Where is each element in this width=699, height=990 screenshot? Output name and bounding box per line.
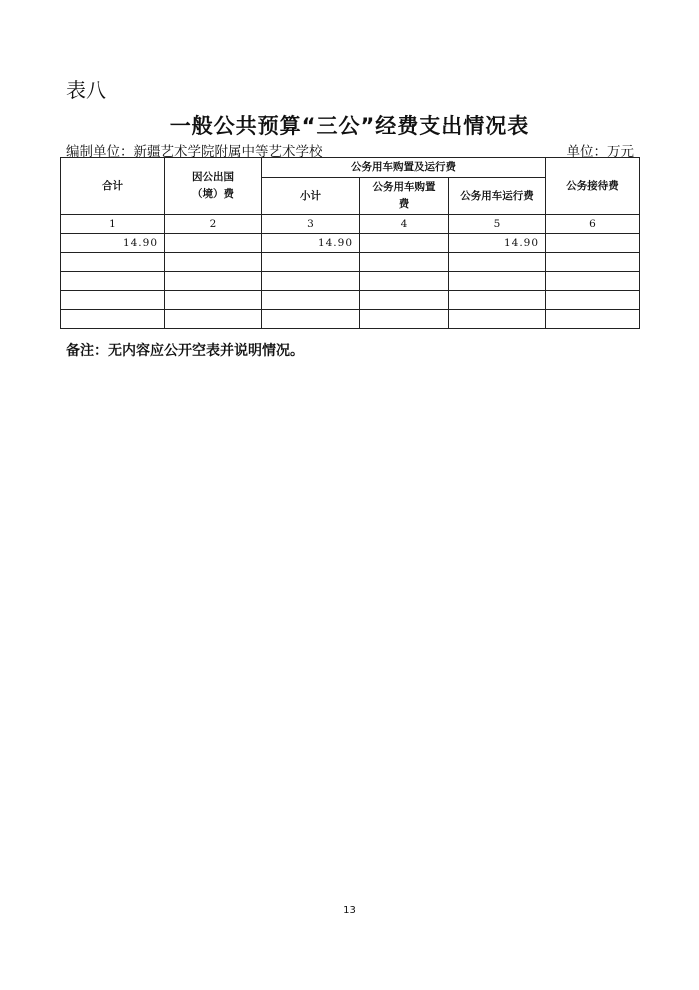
document-title: 一般公共预算“三公”经费支出情况表 bbox=[169, 114, 530, 138]
cell-total bbox=[61, 272, 165, 291]
cell-vehicle-purchase bbox=[360, 291, 449, 310]
cell-total: 14.90 bbox=[61, 234, 165, 253]
cell-subtotal: 14.90 bbox=[262, 234, 360, 253]
cell-total bbox=[61, 253, 165, 272]
cell-vehicle-operation: 14.90 bbox=[449, 234, 546, 253]
cell-reception bbox=[546, 310, 640, 329]
index-cell: 2 bbox=[165, 215, 262, 234]
index-cell: 6 bbox=[546, 215, 640, 234]
header-reception: 公务接待费 bbox=[546, 158, 640, 215]
cell-vehicle-purchase bbox=[360, 234, 449, 253]
index-cell: 3 bbox=[262, 215, 360, 234]
table-label: 表八 bbox=[66, 78, 106, 102]
header-vehicle-group: 公务用车购置及运行费 bbox=[262, 158, 546, 178]
table-row bbox=[61, 310, 640, 329]
cell-subtotal bbox=[262, 291, 360, 310]
cell-vehicle-operation bbox=[449, 272, 546, 291]
cell-overseas bbox=[165, 310, 262, 329]
org-label: 编制单位：新疆艺术学院附属中等艺术学校 bbox=[66, 144, 323, 160]
cell-reception bbox=[546, 272, 640, 291]
header-vehicle-purchase: 公务用车购置费 bbox=[360, 178, 449, 215]
cell-reception bbox=[546, 291, 640, 310]
table-row bbox=[61, 253, 640, 272]
cell-subtotal bbox=[262, 253, 360, 272]
cell-vehicle-purchase bbox=[360, 253, 449, 272]
cell-vehicle-purchase bbox=[360, 310, 449, 329]
cell-total bbox=[61, 310, 165, 329]
cell-reception bbox=[546, 253, 640, 272]
cell-overseas bbox=[165, 253, 262, 272]
header-total: 合计 bbox=[61, 158, 165, 215]
cell-overseas bbox=[165, 272, 262, 291]
cell-vehicle-operation bbox=[449, 291, 546, 310]
footnote: 备注：无内容应公开空表并说明情况。 bbox=[66, 343, 304, 359]
cell-total bbox=[61, 291, 165, 310]
table-row bbox=[61, 272, 640, 291]
header-vehicle-operation: 公务用车运行费 bbox=[449, 178, 546, 215]
header-subtotal: 小计 bbox=[262, 178, 360, 215]
cell-subtotal bbox=[262, 310, 360, 329]
cell-vehicle-operation bbox=[449, 253, 546, 272]
page-number: 13 bbox=[343, 905, 356, 916]
cell-reception bbox=[546, 234, 640, 253]
table-row bbox=[61, 234, 640, 253]
unit-label: 单位：万元 bbox=[566, 144, 634, 160]
index-cell: 4 bbox=[360, 215, 449, 234]
table-row bbox=[61, 291, 640, 310]
header-overseas: 因公出国（境）费 bbox=[165, 158, 262, 215]
cell-vehicle-purchase bbox=[360, 272, 449, 291]
cell-overseas bbox=[165, 291, 262, 310]
index-cell: 1 bbox=[61, 215, 165, 234]
cell-subtotal bbox=[262, 272, 360, 291]
cell-overseas bbox=[165, 234, 262, 253]
cell-vehicle-operation bbox=[449, 310, 546, 329]
index-row bbox=[61, 215, 640, 234]
index-cell: 5 bbox=[449, 215, 546, 234]
header-row-1 bbox=[61, 158, 640, 178]
expense-table bbox=[60, 157, 640, 329]
